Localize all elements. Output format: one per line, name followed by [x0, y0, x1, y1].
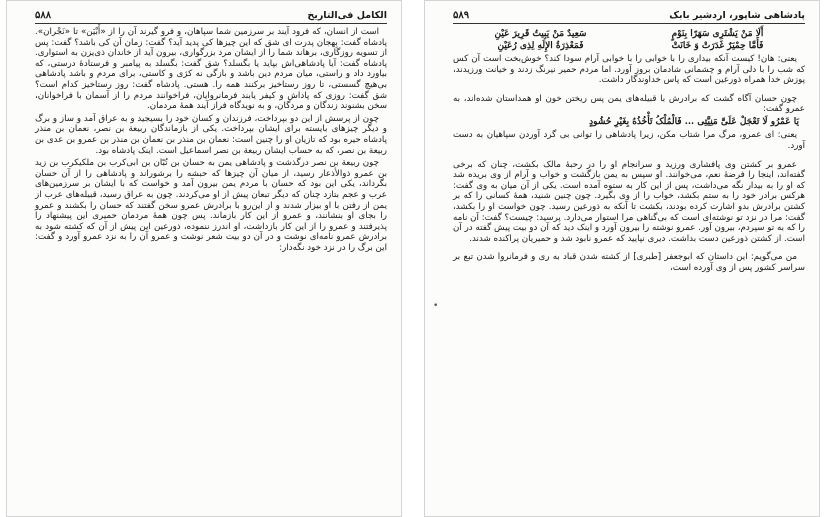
verse-hemistich: فَأَمَّا حِمْیَرٌ غَدَرَتْ وَ خَانَتْ [671, 40, 764, 51]
arabic-verse [459, 29, 799, 52]
left-page-number: ۵۸۸ [35, 9, 52, 21]
verse-line: یَا عَمْرُو لَا تَعْجَلْ عَلَیَّ مَنِیَّتِی ... فَالْمُلْکُ تَأْخُذُهُ بِغَیْرِ حُشُودٍ [589, 116, 799, 127]
right-page [424, 0, 820, 517]
verse-hemistich: فَمَعْذِرَةُ الإِلَهِ لِذِی رُعَیْنِ [497, 40, 584, 51]
paragraph: چون از پرسش از این دو بپرداخت، فرزندان و کسان خود را بسیجید و به عراق آمد و ساز و برگ و دیگر چیزهای بایسته برای ایشان بپرداخت. یکی از بازماندگان ربیعة بن نصر، نعمان بن منذر پادشاه حیره بود که تازیان او را چنین است: نعمان بن منذر بن نعمان بن منذر بن عمرو بن عدی بن ربیعة بن نصر، که به حساب ایشان ربیعة بن نصر اسماعیل است. اینک پادشاه بود. [35, 113, 387, 156]
right-page-body [453, 27, 805, 510]
paragraph: من می‌گویم: این داستان که ابوجعفر [طبری] از کشته شدن قباد به ری و فرمانروا شدن تبع بر سراسر کشور پس از وی آورده است، [453, 252, 805, 273]
paragraph: چون حسان آگاه گشت که برادرش با قبیله‌های یمن پس ریختن خون او همداستان شده‌اند، به عمرو گفت: [453, 93, 805, 115]
left-page [6, 0, 402, 517]
paragraph: است از انسان، که فرود آیند بر سرزمین شما سپاهان، و فرو گیرند آن را از «أَبْیَن» تا «نَجْران». پادشاه گفت: بِهجان پدرت ای شق که این چیزها کی پدید آید؟ گفت: زمان آن کی باشد؟ گفت: پس از تسویه روزگاری، برهاند شما را از ایشان مرد بزرگواری، بیرون آید از خاندان ذی‌یزن به استواری. پادشاه گفت: آیا پادشاهی‌اش بپاید یا بگسلد؟ شق گفت: بگسلد به پیامبر و فرستادهٔ درستی، که بیاورد داد و راستی، میان مردم دین باشد و بازگی نه کژی و کاستی، برای مردم و باشد پادشاهی بی‌هیچ گسستی، تا روز رستاخیز برکنند همه را. هستی. پادشاه گفت: روز رستاخیز کدام است؟ شق گفت: روزی که پاداش و کیفر یابند فرمانروایان، فراخوانند مردم را از آسمان با فراخوانان، سخن بشنوند زندگان و مردگان، و به نویدگاه فراز آیند همهٔ مردمان. [35, 27, 387, 112]
right-page-title: پادشاهی شاپور، اردشیر بابک [669, 9, 805, 21]
verse-hemistich: سَعِیدٌ مَنْ یَبِیتُ قَرِیرَ عَیْنِ [494, 29, 587, 39]
right-page-number: ۵۸۹ [453, 9, 470, 21]
left-page-title: الکامل فی‌التاریخ [307, 9, 387, 21]
left-page-header [35, 7, 387, 24]
verse-hemistich: أَلَا مَنْ یَشْتَرِی سَهَرًا بِنَوْمٍ [671, 29, 764, 39]
right-page-header [453, 7, 805, 24]
verse-translation: یعنی: هان! کیست آنکه بیداری را با خوابی را با خوابی آرام سودا کند؟ خوش‌بخت است آن کس که شب را با دلی آرام و چشمانی شادمان بروز آورد. اما مردم حمیر نیرنگ زدند و خیانت ورزیدند، پوزش خدا همراه ذورعین است که پاس خداوندگار داشت. [453, 54, 805, 86]
paragraph: چون ربیعة بن نصر درگذشت و پادشاهی یمن به حسان بن تُبّان بن ابی‌کرب بن ملکیکرب بن زید بن عمرو ذوالأذعار رسید، از میان آن چیزها که حبشه را برشوراند و پادشاهی را از آن حسان بگرداند، یکی این بود که حسان با مردم یمن بیرون آمد و خواست که با ایشان بر سرزمین‌های عرب و عجم بتازد چنان که دیگر تبعان پیش از او می‌کردند. چون به عراق رسید، قبیله‌های عرب از یمن از رفتن با او بیزار شدند و از این‌رو با برادرش عمرو سخن گفتند که حسان را بکشند و عمرو را بجای او بنشانند، و عمرو از این کار بازماند. پس چون همهٔ مردمان حمیری این پیشنهاد را پذیرفتند و عمرو را از این کار بازداشت، او اندرز ننموده، ذورعین این پیش از آن که کشته شود به برادرش عمرو نامه‌ای نوشت و در آن دو بیت شعر نوشت و عمرو آن را به نزد عمرو آورد و گفت: این برگ را در نزد خود نگه‌دار: [35, 158, 387, 253]
margin-mark: • [433, 301, 439, 311]
paragraph: عمرو بر کشتن وی پافشاری ورزید و سرانجام او را در رحبهٔ مالک بکشت، چنان که برخی گفته‌اند، اینجا را فرضهٔ نعم، می‌خوانند. او سپس به یمن بازگشت و خواب و آرام از وی بریده شد که او را به بیدار نگه می‌داشت، پس از این کار به ستوه آمده است. یکی از آن میان به وی گفت: هرکس برادر خود را به ستم بکشد، خواب را از وی بگیرد. چون چنین شنید، همهٔ کسانی را که بر کشتن برادرش بدو اشارت کرده بودند، بکشت تا آنکه به ذورعین رسید. چون خواست او را بکشد، گفت: مرا در نزد تو نوشته‌ای است که بی‌گناهی مرا استوار می‌دارد. پرسید: چیست؟ گفت: آن نامه را که به تو سپردم، بیرون آور. عمرو نوشته را بیرون آورد و اینک دید که آن دو بیت پیش گفته در آن است. از کشتن ذورعین دست بداشت. دیری نپایید که عمرو نابود شد و حمیریان پراکنده شدند. [453, 159, 805, 244]
verse-translation: یعنی: ای عمرو، مرگ مرا شتاب مکن، زیرا پادشاهی را توانی بی گرد آوردن سپاهیان به دست آورد. [453, 130, 805, 152]
arabic-verse [459, 117, 799, 129]
left-page-body [35, 27, 387, 510]
